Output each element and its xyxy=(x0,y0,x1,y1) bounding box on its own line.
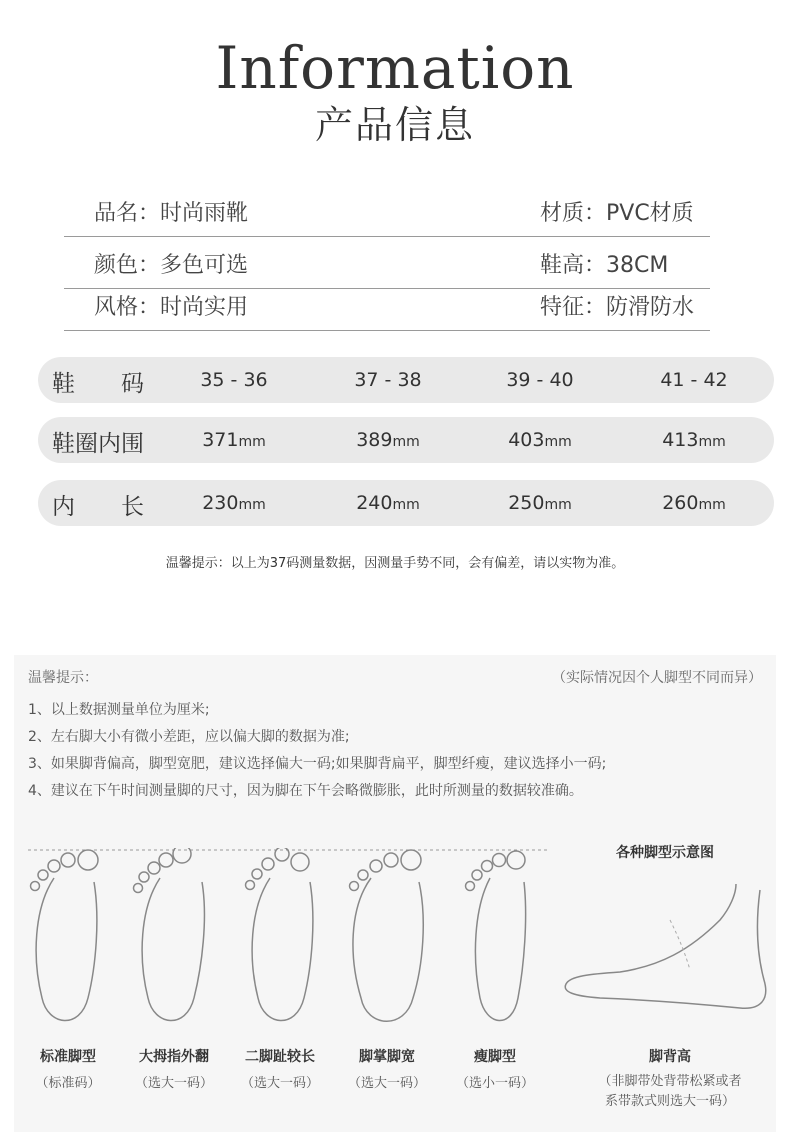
foot-sub: （选大一码） xyxy=(134,1076,213,1091)
color: 颜色：多色可选 xyxy=(94,253,249,278)
girth-row-label: 鞋圈内围 xyxy=(52,431,144,457)
size-row xyxy=(38,357,774,403)
length-cell: 230mm xyxy=(202,492,266,514)
high-instep-foot-icon xyxy=(560,880,775,1030)
product-name: 品名：时尚雨靴 xyxy=(94,201,249,226)
length-cell: 260mm xyxy=(662,492,726,514)
foot-sub: （非脚带处背带松紧或者 系带款式则选大一码） xyxy=(598,1074,742,1109)
girth-cell: 389mm xyxy=(356,429,420,451)
wide-foot-icon xyxy=(345,848,435,1038)
slim-foot-icon xyxy=(458,848,548,1038)
standard-foot-icon xyxy=(24,848,114,1038)
length-cell: 250mm xyxy=(508,492,572,514)
foot-label: 脚掌脚宽 xyxy=(359,1049,415,1065)
foot-label: 大拇指外翻 xyxy=(139,1049,209,1065)
tip-item: 2、左右脚大小有微小差距，应以偏大脚的数据为准; xyxy=(28,729,350,745)
tip-item: 4、建议在下午时间测量脚的尺寸，因为脚在下午会略微膨胀，此时所测量的数据较准确。 xyxy=(28,783,583,799)
diagram-title: 各种脚型示意图 xyxy=(616,845,714,861)
size-cell: 39 - 40 xyxy=(506,369,574,391)
size-cell: 37 - 38 xyxy=(354,369,422,391)
foot-sub: （选大一码） xyxy=(240,1076,319,1091)
tip-item: 3、如果脚背偏高，脚型宽肥，建议选择偏大一码;如果脚背扁平，脚型纤瘦，建议选择小一码; xyxy=(28,756,607,772)
material: 材质：PVC材质 xyxy=(540,201,694,226)
size-row-label: 鞋 码 xyxy=(52,371,144,397)
info-row xyxy=(64,184,710,237)
foot-label: 二脚趾较长 xyxy=(245,1049,315,1065)
size-cell: 35 - 36 xyxy=(200,369,268,391)
boot-height: 鞋高：38CM xyxy=(540,253,669,278)
foot-label: 脚背高 xyxy=(649,1049,691,1065)
page-title-cn: 产品信息 xyxy=(314,103,475,147)
foot-sub: （标准码） xyxy=(35,1076,101,1091)
foot-label: 标准脚型 xyxy=(40,1049,96,1065)
size-cell: 41 - 42 xyxy=(660,369,728,391)
long-second-toe-foot-icon xyxy=(240,848,330,1038)
tips-heading: 温馨提示： xyxy=(28,670,98,686)
info-row xyxy=(64,278,710,331)
foot-label: 瘦脚型 xyxy=(474,1049,516,1065)
length-row xyxy=(38,480,774,526)
foot-sub: （选小一码） xyxy=(455,1076,534,1091)
features: 特征：防滑防水 xyxy=(540,295,695,320)
length-cell: 240mm xyxy=(356,492,420,514)
foot-sub: （选大一码） xyxy=(347,1076,426,1091)
bunion-foot-icon xyxy=(130,848,220,1038)
girth-cell: 413mm xyxy=(662,429,726,451)
girth-row xyxy=(38,417,774,463)
girth-cell: 371mm xyxy=(202,429,266,451)
tips-aside: （实际情况因个人脚型不同而异） xyxy=(552,670,762,686)
measurement-note: 温馨提示：以上为37码测量数据，因测量手势不同，会有偏差，请以实物为准。 xyxy=(165,556,625,571)
page-title-en: Information xyxy=(215,34,575,102)
tip-item: 1、以上数据测量单位为厘米; xyxy=(28,702,210,718)
girth-cell: 403mm xyxy=(508,429,572,451)
style: 风格：时尚实用 xyxy=(94,295,249,320)
length-row-label: 内 长 xyxy=(52,494,144,520)
